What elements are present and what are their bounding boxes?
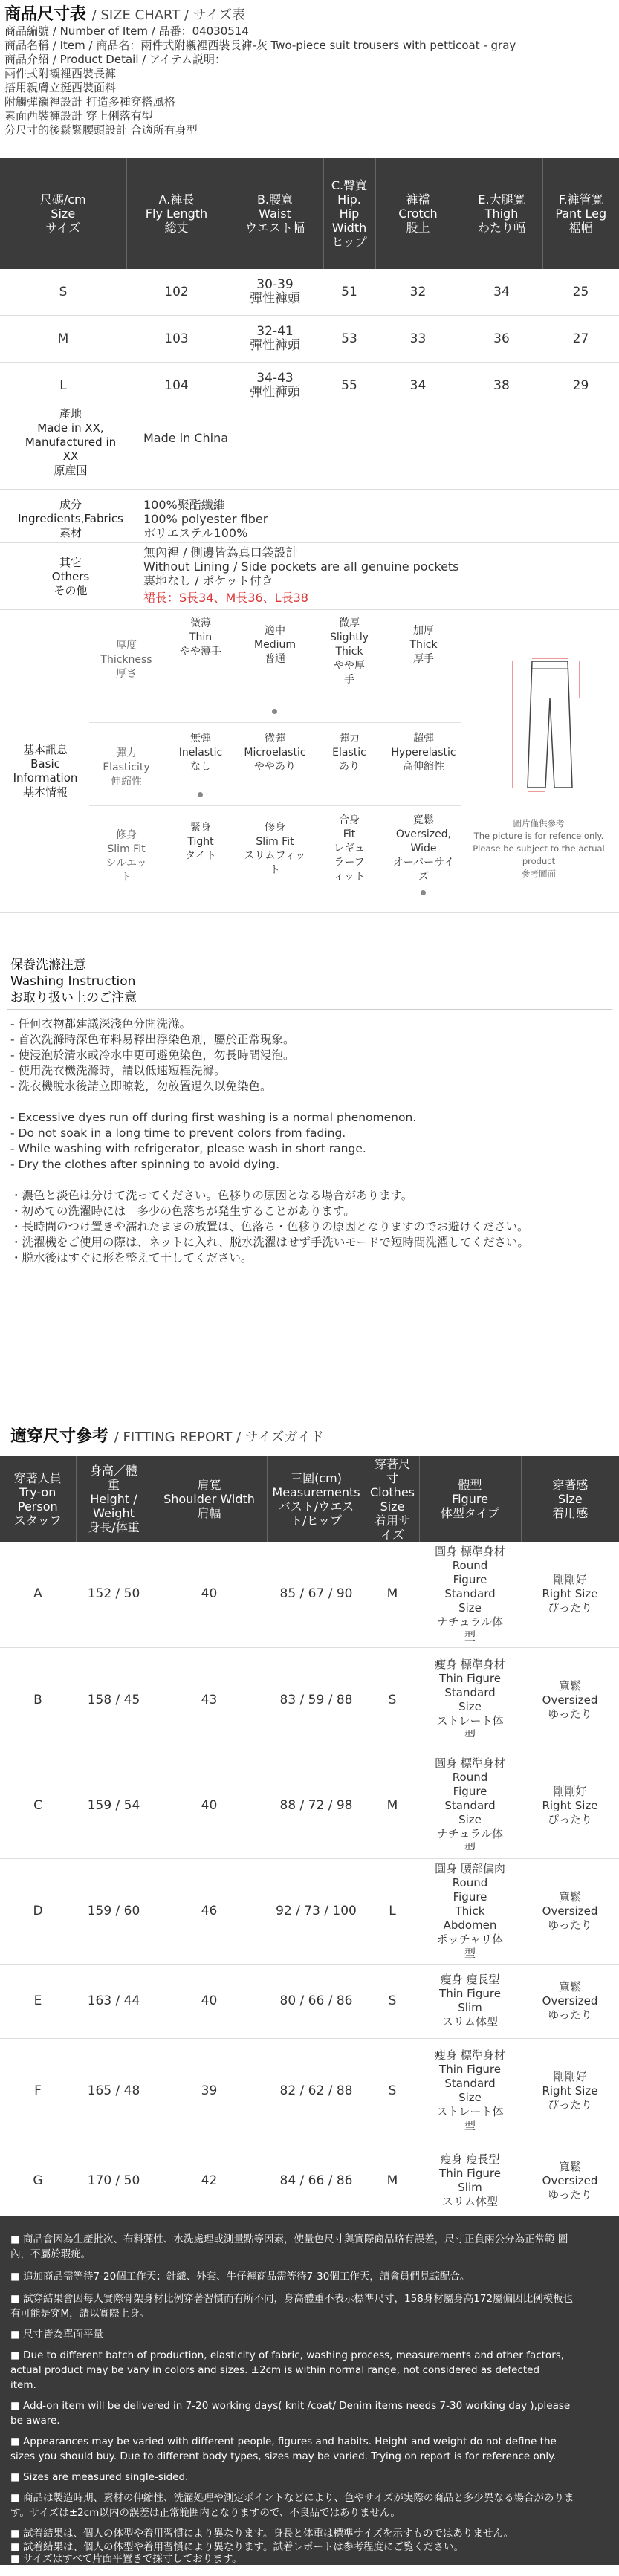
fit-row-divider <box>89 722 461 723</box>
fitting-report-row <box>0 1964 619 2038</box>
report-cell: 88 / 72 / 98 <box>267 1753 366 1858</box>
report-cell: D <box>0 1858 76 1964</box>
report-cell: 82 / 62 / 88 <box>267 2038 366 2144</box>
silhouette-label: 修身 Slim Fit シルエッ ト <box>106 829 147 883</box>
washing-line: - 洗衣機脫水後請立即晾乾，勿放置過久以免染色。 <box>10 1080 272 1093</box>
report-cell: 85 / 67 / 90 <box>267 1542 366 1647</box>
note-line: ■ 商品會因為生產批次、布料彈性、水洗處理或測量點等因素，使量色尺寸與實際商品略有誤差，尺寸正負兩公分為正常範 圍 <box>10 2233 568 2245</box>
product-info <box>4 25 516 137</box>
note-line: ■ サイズはすべて片面平置きで採寸しております。 <box>10 2553 242 2565</box>
fitting-report-header: 肩寬 Shoulder Width 肩幅 <box>152 1456 267 1542</box>
note-line: be aware. <box>10 2415 60 2427</box>
size-table-header: C.臀寬 Hip. Hip Width ヒップ <box>323 158 375 269</box>
elasticity-option: 無彈 Inelastic なし <box>178 733 223 773</box>
material-label: 成分 Ingredients,Fabrics 素材 <box>18 498 123 539</box>
product-info-line: 商品名稱 / Item / 商品名：兩件式附襯裡西裝長褲-灰 Two-piece suit trousers with petticoat - gray <box>4 39 516 52</box>
details-section <box>0 407 619 605</box>
size-table <box>0 158 619 409</box>
report-cell: 39 <box>152 2038 267 2144</box>
report-cell: 163 / 44 <box>76 1964 152 2038</box>
size-cell: 104 <box>126 363 227 409</box>
report-cell: 寬鬆 Oversized ゆったり <box>521 1858 619 1964</box>
other-label: 其它 Others その他 <box>51 556 90 597</box>
report-cell: 170 / 50 <box>76 2144 152 2218</box>
report-cell: 剛剛好 Right Size ぴったり <box>521 2038 619 2144</box>
washing-line: ・濃色と淡色は分けて洗ってください。色移りの原因となる場合があります。 <box>10 1189 413 1202</box>
washing-title-line: お取り扱い上のご注意 <box>10 990 137 1005</box>
origin-label: 產地 Made in XX, Manufactured in XX 原産国 <box>25 407 117 477</box>
fitting-report-header: 穿著人員 Try-on Person スタッフ <box>0 1456 76 1542</box>
thickness-option: 加厚 Thick 厚手 <box>409 625 438 665</box>
notes-panel <box>0 2216 619 2565</box>
note-line: ■ Add-on item will be delivered in 7-20 working days( knit /coat/ Denim items needs 7-30 working day ),please <box>10 2400 571 2412</box>
elasticity-option: 微彈 Microelastic ややあり <box>244 733 306 773</box>
note-line: ■ 商品は製造時期、素材の伸縮性、洗濯処理や測定ポイントなどにより、色やサイズが実際の商品と多少異なる場合がありま <box>10 2492 574 2504</box>
washing-line: - Dry the clothes after spinning to avoid dying. <box>10 1158 280 1171</box>
report-cell: 瘦身 標準身材 Thin Figure Standard Size ストレート体 型 <box>419 1647 521 1753</box>
report-cell: 寬鬆 Oversized ゆったり <box>521 1964 619 2038</box>
size-cell: 51 <box>323 269 375 316</box>
elasticity-option: 彈力 Elastic あり <box>332 733 366 773</box>
other-value: 無內裡 / 側邊皆為真口袋設計 Without Lining / Side pockets are all genuine pockets 裏地なし / ポケット付き <box>143 545 459 588</box>
note-line: ■ 試穿結果會因每人實際骨架身材比例穿著習慣而有所不同，身高體重不表示標準尺寸，158身材屬身高172屬偏因比例模板也 <box>10 2293 574 2305</box>
thickness-selected-dot <box>272 709 277 714</box>
note-line: 有可能是穿M，請以實際上身。 <box>10 2308 150 2320</box>
washing-instructions <box>10 1016 529 1266</box>
note-line: 內，不屬於瑕疵。 <box>10 2248 91 2260</box>
note-line: actual product may be vary in colors and sizes. ±2cm is within normal range, not considered as defected <box>10 2364 540 2376</box>
size-cell: 25 <box>542 269 619 316</box>
silhouette-option: 寬鬆 Oversized, Wide オーバーサイ ズ <box>392 814 455 883</box>
report-cell: 瘦身 瘦長型 Thin Figure Slim スリム体型 <box>419 2144 521 2218</box>
report-cell: 165 / 48 <box>76 2038 152 2144</box>
product-info-line: 兩件式附襯裡西裝長褲 <box>4 67 117 80</box>
size-cell: 32 <box>375 269 461 316</box>
report-cell: 159 / 54 <box>76 1753 152 1858</box>
material-value: 100%聚酯纖維 100% polyester fiber ポリエステル100% <box>143 498 268 540</box>
size-table-row <box>0 269 619 316</box>
origin-value: Made in China <box>143 431 229 445</box>
report-cell: 圓身 標準身材 Round Figure Standard Size ナチュラル体 型 <box>419 1753 521 1858</box>
report-cell: 圓身 腰部偏肉 Round Figure Thick Abdomen ポッチャリ体 型 <box>419 1858 521 1964</box>
report-cell: 80 / 66 / 86 <box>267 1964 366 2038</box>
washing-line: - 任何衣物都建議深淺色分開洗滌。 <box>10 1017 192 1031</box>
fitting-report-header: 穿著感 Size 着用感 <box>521 1456 619 1542</box>
report-cell: 42 <box>152 2144 267 2218</box>
report-cell: 瘦身 瘦長型 Thin Figure Slim スリム体型 <box>419 1964 521 2038</box>
report-cell: 84 / 66 / 86 <box>267 2144 366 2218</box>
fitting-report-row <box>0 2038 619 2144</box>
picture-note: 圖片僅供參考 The picture is for refence only. Please be subject to the actual product 參考圖面 <box>473 818 605 879</box>
note-line: ■ 試着結果は、個人の体型や着用習慣により異なります。身長と体重は標準サイズを示すものではありません。 <box>10 2528 514 2540</box>
report-cell: 瘦身 標準身材 Thin Figure Standard Size ストレート体 型 <box>419 2038 521 2144</box>
note-line: ■ 尺寸皆為單面平量 <box>10 2329 104 2340</box>
size-table-row <box>0 363 619 409</box>
fitting-report-header: 身高／體 重 Height / Weight 身長/体重 <box>76 1456 152 1542</box>
washing-line: - 首次洗滌時深色布料易釋出浮染色剂，屬於正常現象。 <box>10 1033 295 1046</box>
washing-line: ・初めての洗濯時には 多少の色落ちが発生することがあります。 <box>10 1204 355 1218</box>
size-table-row <box>0 316 619 363</box>
product-info-line: 搭用親膚立挺西裝面料 <box>4 81 117 94</box>
skirt-length-note: 裙長：S長34、M長36、L長38 <box>143 591 308 605</box>
size-table-header: 尺碼/cm Size サイズ <box>0 158 126 269</box>
size-cell: 29 <box>542 363 619 409</box>
washing-line: - 使浸泡於清水或冷水中更可避免染色，勿長時間浸泡。 <box>10 1048 295 1062</box>
washing-divider <box>7 1009 612 1010</box>
size-cell: 55 <box>323 363 375 409</box>
size-cell: 53 <box>323 316 375 363</box>
product-info-line: 素面西裝褲設計 穿上俐落有型 <box>4 109 153 123</box>
note-line: ■ Due to different batch of production, elasticity of fabric, washing process, measurements and other factors, <box>10 2349 565 2361</box>
report-cell: B <box>0 1647 76 1753</box>
note-line: ■ Appearances may be varied with different people, figures and habits. Height and weight do not define the <box>10 2436 557 2447</box>
note-line: す。サイズは±2cm以内の誤差は正常範囲内となりますので、不良品ではありません。 <box>10 2507 401 2519</box>
size-cell: 38 <box>461 363 542 409</box>
report-cell: 圓身 標準身材 Round Figure Standard Size ナチュラル体 型 <box>419 1542 521 1647</box>
size-cell: 34-43 彈性褲頭 <box>227 363 323 409</box>
product-info-line: 商品介紹 / Product Detail / アイテム説明： <box>4 53 226 66</box>
fitting-report-header: 穿著尺 寸 Clothes Size 着用サ イズ <box>366 1456 419 1542</box>
size-chart-header <box>4 1 245 25</box>
washing-title-line: Washing Instruction <box>10 974 136 989</box>
report-cell: 寬鬆 Oversized ゆったり <box>521 2144 619 2218</box>
report-cell: 152 / 50 <box>76 1542 152 1647</box>
report-cell: 40 <box>152 1753 267 1858</box>
report-cell: 92 / 73 / 100 <box>267 1858 366 1964</box>
report-cell: 158 / 45 <box>76 1647 152 1753</box>
report-cell: G <box>0 2144 76 2218</box>
product-info-line: 商品編號 / Number of Item / 品番：04030514 <box>4 25 249 38</box>
fit-grid <box>89 617 476 906</box>
report-cell: F <box>0 2038 76 2144</box>
washing-line <box>10 1172 529 1188</box>
details-divider <box>0 542 619 543</box>
size-cell: 36 <box>461 316 542 363</box>
elasticity-label: 彈力 Elasticity 伸縮性 <box>103 747 150 788</box>
size-cell: 34 <box>375 363 461 409</box>
silhouette-option: 修身 Slim Fit スリムフィッ ト <box>244 822 306 876</box>
thickness-option: 微厚 Slightly Thick やや厚 手 <box>329 617 369 686</box>
size-cell: 30-39 彈性褲頭 <box>227 269 323 316</box>
fitting-report-table <box>0 1456 619 2219</box>
report-cell: A <box>0 1542 76 1647</box>
fitting-report-row <box>0 1647 619 1753</box>
washing-line: - While washing with refrigerator, please wash in short range. <box>10 1142 366 1155</box>
report-cell: M <box>366 2144 419 2218</box>
size-cell: 33 <box>375 316 461 363</box>
report-cell: 83 / 59 / 88 <box>267 1647 366 1753</box>
size-cell: 102 <box>126 269 227 316</box>
washing-line: ・洗濯機をご使用の際は、ネットに入れ、脱水洗濯はせず手洗いモードで短時間洗濯してください。 <box>10 1236 529 1249</box>
product-info-line: 分尺寸的後鬆緊腰頭設計 合適所有身型 <box>4 123 198 137</box>
fitting-report-subtitle: / FITTING REPORT / サイズガイド <box>114 1430 324 1445</box>
report-cell: 40 <box>152 1964 267 2038</box>
report-cell: M <box>366 1753 419 1858</box>
report-cell: S <box>366 2038 419 2144</box>
fit-row-divider <box>89 805 461 806</box>
fitting-report-row <box>0 1753 619 1858</box>
report-cell: 剛剛好 Right Size ぴったり <box>521 1753 619 1858</box>
report-cell: 159 / 60 <box>76 1858 152 1964</box>
thickness-option: 適中 Medium 普通 <box>254 625 296 665</box>
size-chart-subtitle: / SIZE CHART / サイズ表 <box>91 7 246 23</box>
report-cell: M <box>366 1542 419 1647</box>
size-table-header: A.褲長 Fly Length 総丈 <box>126 158 227 269</box>
size-cell: 27 <box>542 316 619 363</box>
fit-top-divider <box>0 609 619 610</box>
report-cell: C <box>0 1753 76 1858</box>
pants-outline-icon <box>490 654 609 795</box>
thickness-label: 厚度 Thickness 厚さ <box>100 640 152 680</box>
size-cell: 103 <box>126 316 227 363</box>
size-cell: L <box>0 363 126 409</box>
note-line: ■ Sizes are measured single-sided. <box>10 2471 189 2483</box>
silhouette-option: 合身 Fit レギュ ラーフ ィット <box>334 814 365 883</box>
washing-line: - Excessive dyes run off during first washing is a normal phenomenon. <box>10 1111 417 1124</box>
report-cell: E <box>0 1964 76 2038</box>
size-table-header: E.大腿寬 Thigh わたり幅 <box>461 158 542 269</box>
fit-bottom-divider <box>0 912 619 913</box>
report-cell: 46 <box>152 1858 267 1964</box>
washing-title-line: 保養洗滌注意 <box>10 958 86 973</box>
fitting-report-header: 體型 Figure 体型タイプ <box>419 1456 521 1542</box>
note-line: ■ 試着結果は、個人の体型や着用習慣により異なります。試着レポートは参考程度にご覧ください。 <box>10 2541 464 2553</box>
washing-title <box>10 957 137 1006</box>
report-cell: L <box>366 1858 419 1964</box>
elasticity-option: 超彈 Hyperelastic 高伸縮性 <box>391 733 456 773</box>
fitting-report-header <box>10 1424 324 1447</box>
note-line: item. <box>10 2379 36 2391</box>
report-cell: 寬鬆 Oversized ゆったり <box>521 1647 619 1753</box>
pants-diagram <box>490 654 609 795</box>
size-chart-title: 商品尺寸表 <box>4 5 87 24</box>
washing-line: - Do not soak in a long time to prevent colors from fading. <box>10 1126 346 1140</box>
fitting-report-row <box>0 2144 619 2218</box>
elasticity-selected-dot <box>198 792 203 797</box>
product-info-line: 附觸彈襯裡設計 打造多種穿搭風格 <box>4 95 175 108</box>
washing-line: ・長時間のつけ置きや濡れたままの放置は、色落ち・色移りの原因となりますのでお避けください。 <box>10 1220 529 1233</box>
fitting-report-header: 三圍(cm) Measurements バスト/ウエス ト/ヒップ <box>267 1456 366 1542</box>
size-table-header: 褲襠 Crotch 股上 <box>375 158 461 269</box>
report-cell: 剛剛好 Right Size ぴったり <box>521 1542 619 1647</box>
washing-line: - 使用洗衣機洗滌時，請以低速短程洗滌。 <box>10 1064 226 1077</box>
size-table-header: F.褲管寬 Pant Leg 裾幅 <box>542 158 619 269</box>
size-table-header-row <box>0 158 619 269</box>
report-cell: S <box>366 1964 419 2038</box>
details-divider <box>0 489 619 490</box>
fitting-report-row <box>0 1542 619 1647</box>
silhouette-selected-dot <box>421 890 426 895</box>
report-cell: S <box>366 1647 419 1753</box>
report-cell: 43 <box>152 1647 267 1753</box>
note-line: ■ 追加商品需等待7-20個工作天；針織、外套、牛仔褲商品需等待7-30個工作天，請會員們見諒配合。 <box>10 2271 470 2283</box>
basic-info-label: 基本訊息 Basic Information 基本情報 <box>13 743 78 799</box>
report-cell: 40 <box>152 1542 267 1647</box>
fitting-report-row <box>0 1858 619 1964</box>
fitting-report-header-row <box>0 1456 619 1542</box>
silhouette-option: 緊身 Tight タイト <box>185 822 216 862</box>
note-line: sizes you should buy. Due to different body types, sizes may be varied. Trying on report is for reference only. <box>10 2450 557 2462</box>
washing-line <box>10 1094 529 1110</box>
size-cell: 32-41 彈性褲頭 <box>227 316 323 363</box>
washing-line: ・脱水後はすぐに形を整えて干してください。 <box>10 1251 253 1265</box>
fitting-report-title: 適穿尺寸參考 <box>10 1427 109 1446</box>
size-cell: M <box>0 316 126 363</box>
size-cell: 34 <box>461 269 542 316</box>
size-cell: S <box>0 269 126 316</box>
thickness-option: 微薄 Thin やや薄手 <box>180 617 221 658</box>
size-table-header: B.腰寬 Waist ウエスト幅 <box>227 158 323 269</box>
